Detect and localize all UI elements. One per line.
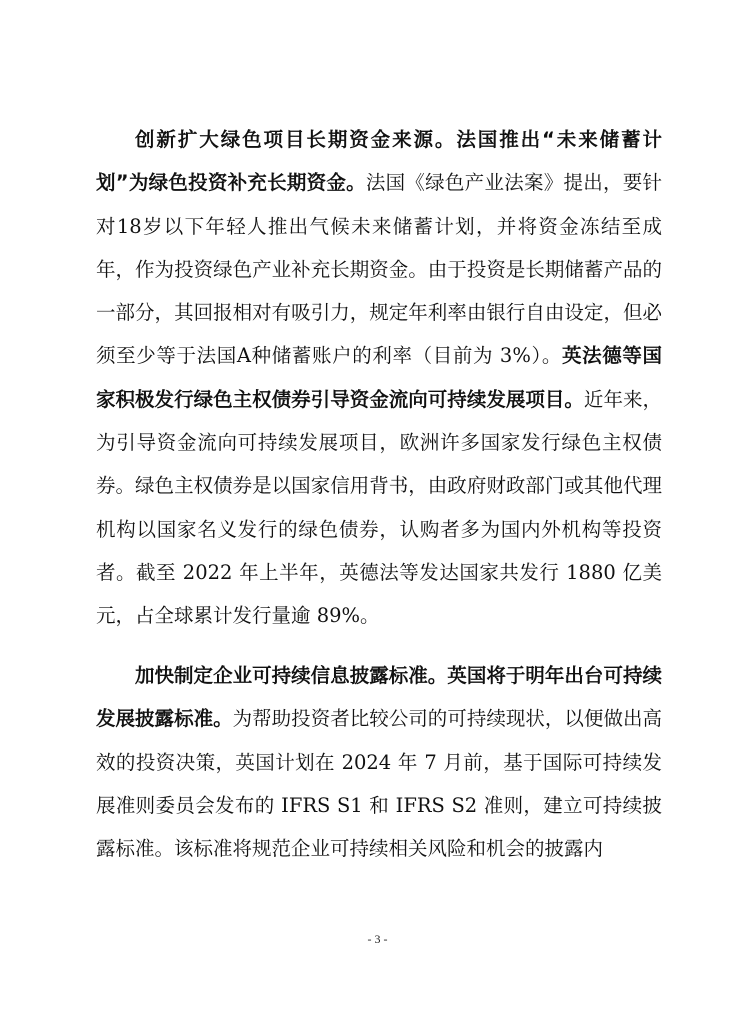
body-disclosure-standards: 为帮助投资者比较公司的可持续现状，以便做出高效的投资决策，英国计划在 2024 年 7 月前，基于国际可持续发展准则委员会发布的 IFRS S1 和 IFRS S2 准则，建立可持续披露标准。该标准将规范企业可持续相关风险和机会的披露内 — [96, 707, 662, 861]
body-savings-plan: 法国《绿色产业法案》提出，要针对18岁以下年轻人推出气候未来储蓄计划，并将资金冻结至成年，作为投资绿色产业补充长期资金。由于投资是长期储蓄产品的一部分，其回报相对有吸引力，规定年利率由银行自由设定，但必须至少等于法国A种储蓄账户的利率（目前为 3%）。 — [96, 171, 662, 368]
body-sovereign-bonds: 近年来，为引导资金流向可持续发展项目，欧洲许多国家发行绿色主权债券。绿色主权债券是以国家信用背书，由政府财政部门或其他代理机构以国家名义发行的绿色债券，认购者多为国内外机构等投资者。截至 2022 年上半年，英德法等发达国家共发行 1880 亿美元，占全球累计发行量逾 89%。 — [96, 387, 662, 628]
paragraph-2 — [96, 654, 662, 870]
paragraph-1 — [96, 118, 662, 638]
heading-sovereign-bonds: 英法德等国家积极发行绿色主权债券引导资金流向可持续发展项目。 — [96, 344, 662, 411]
heading-long-term-funding: 创新扩大绿色项目长期资金来源。法国推出“未来储蓄计划”为绿色投资补充长期资金。 — [96, 128, 662, 195]
heading-disclosure-standards: 加快制定企业可持续信息披露标准。英国将于明年出台可持续发展披露标准。 — [96, 664, 662, 731]
page-number: - 3 - — [367, 932, 388, 946]
